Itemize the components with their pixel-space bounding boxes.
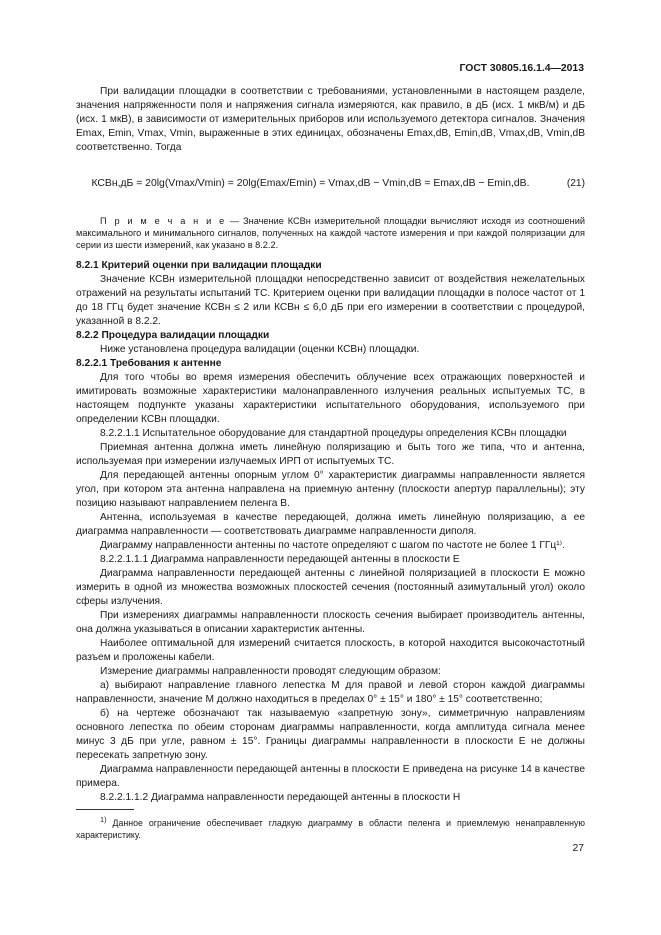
- footnote-divider: [76, 809, 134, 810]
- note: [76, 215, 585, 251]
- heading-8-2-2-1: 8.2.2.1 Требования к антенне: [76, 358, 222, 369]
- paragraph-e-plane: Диаграмма направленности передающей антенны с линейной поляризацией в плоскости E можно измерить в одной из множества возможных плоскостей сечения (постоянный азимутальный угол) около сферы излучения.: [76, 568, 585, 607]
- formula-expression: КСВн,дБ = 20lg(Vmax/Vmin) = 20lg(Emax/Emin) = Vmax,dB − Vmin,dB = Emax,dB − Emin,dB.: [91, 178, 530, 189]
- list-item-a: а) выбирают направление главного лепестка M для правой и левой сторон каждой диаграммы направленности, значение M должно находиться в пределах 0° ± 15° и 180° ± 15° соответственно;: [76, 680, 585, 705]
- paragraph-cut-plane: При измерениях диаграммы направленности плоскость сечения выбирает производитель антенны, она должна указываться в описании характеристик антенны.: [76, 610, 585, 635]
- paragraph-optimal-plane: Наиболее оптимальной для измерений считается плоскость, в которой находится высокочастотный разъем и проложены кабели.: [76, 638, 585, 663]
- paragraph-receive-antenna: Приемная антенна должна иметь линейную поляризацию и быть того же типа, что и антенна, используемая при измерении излучаемых ИРП от испытуемых ТС.: [76, 442, 585, 467]
- list-item-b: б) на чертеже обозначают так называемую «запретную зону», симметричную направлениям основного лепестка по обеим сторонам диаграммы направленности, когда амплитуда сигнала менее минус 3 дБ при угле, равном ± 15°. Границы диаграммы направленности в плоскости E не должны пересекать запретную зону.: [76, 708, 585, 761]
- heading-8-2-2: 8.2.2 Процедура валидации площадки: [76, 330, 270, 341]
- note-text: — Значение КСВн измерительной площадки вычисляют исходя из соотношений максимального и минимального сигналов, полученных на каждой частоте измерения и при каждой поляризации для серии из шести измерений, как указано в 8.2.2.: [76, 216, 585, 250]
- paragraph-transmit-antenna: Антенна, используемая в качестве передающей, должна иметь линейную поляризацию, а ее диаграмма направленности — соответствовать диаграмме направленности диполя.: [76, 512, 585, 537]
- footnote-marker: 1): [100, 815, 107, 824]
- standard-header: ГОСТ 30805.16.1.4—2013: [459, 63, 584, 74]
- paragraph-reference-angle: Для передающей антенны опорным углом 0° характеристик диаграммы направленности является угол, при котором эта антенна направлена на приемную антенну (плоскости апертур параллельны); эту позицию называют направлением пеленга B.: [76, 470, 585, 509]
- paragraph-antenna-req: Для того чтобы во время измерения обеспечить облучение всех отражающих поверхностей и имитировать возможные характеристики малонаправленного излучения реальных испытуемых ТС, в настоящем подпункте указаны характеристики испытательного оборудования, используемого при определении КСВн площадки.: [76, 372, 585, 425]
- paragraph-criterion: Значение КСВн измерительной площадки непосредственно зависит от воздействия нежелательных отражений на результаты испытаний ТС. Критерием оценки при валидации площадки в полосе частот от 1 до 18 ГГц будет значение КСВн ≤ 2 или КСВн ≤ 6,0 дБ при его измерении в соответствии с процедурой, указанной в 8.2.2.: [76, 274, 585, 327]
- paragraph-measurement: Измерение диаграммы направленности проводят следующим образом:: [100, 666, 441, 677]
- page-number: 27: [572, 843, 584, 854]
- formula-21: [76, 159, 585, 209]
- paragraph-procedure: Ниже установлена процедура валидации (оценки КСВн) площадки.: [100, 344, 420, 355]
- note-label: П р и м е ч а н и е: [100, 216, 227, 226]
- paragraph-figure-ref: Диаграмма направленности передающей антенны в плоскости E приведена на рисунке 14 в качестве примера.: [76, 764, 585, 789]
- paragraph-intro: При валидации площадки в соответствии с требованиями, установленными в настоящем разделе, значения напряженности поля и напряжения сигнала измеряются, как правило, в дБ (исх. 1 мкВ/м) и дБ (исх. 1 мкВ), в зависимости от измерительных приборов или используемого детектора сигналов. Значения Emax, Emin, Vmax, Vmin, выраженные в этих единицах, обозначены Emax,dB, Emin,dB, Vmax,dB, Vmin,dB соответственно. Тогда: [76, 86, 585, 153]
- paragraph-8-2-2-1-1: 8.2.2.1.1 Испытательное оборудование для стандартной процедуры определения КСВн площадки: [100, 428, 567, 439]
- footnote: [76, 814, 585, 841]
- heading-8-2-1: 8.2.1 Критерий оценки при валидации площадки: [76, 260, 322, 271]
- document-body: [76, 85, 585, 805]
- footnote-text: Данное ограничение обеспечивает гладкую диаграмму в области пеленга и приемлемую ненаправленную характеристику.: [76, 817, 585, 840]
- formula-number: (21): [566, 178, 585, 189]
- paragraph-8-2-2-1-1-1: 8.2.2.1.1.1 Диаграмма направленности передающей антенны в плоскости E: [100, 554, 460, 565]
- paragraph-8-2-2-1-1-2: 8.2.2.1.1.2 Диаграмма направленности передающей антенны в плоскости H: [100, 792, 461, 803]
- paragraph-frequency-step: Диаграмму направленности антенны по частоте определяют с шагом по частоте не более 1 ГГц¹⁾.: [100, 540, 565, 551]
